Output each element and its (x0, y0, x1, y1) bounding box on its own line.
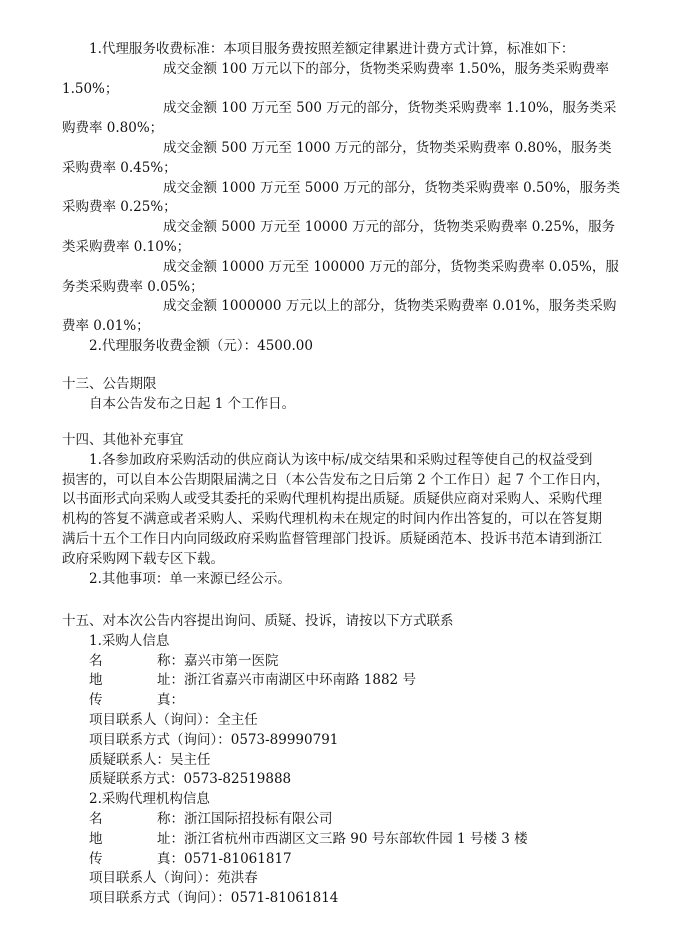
section-14-line: 1.各参加政府采购活动的供应商认为该中标/成交结果和采购过程等使自己的权益受到 (89, 451, 593, 468)
label: 真： (157, 850, 184, 867)
fee-tier-line: 成交金额 100 万元以下的部分，货物类采购费率 1.50%，服务类采购费率 (163, 60, 610, 77)
fee-tier-line: 1.50%； (62, 80, 119, 97)
fee-amount: 2.代理服务收费金额（元）：4500.00 (89, 337, 313, 354)
value: 0571-81061817 (184, 850, 292, 867)
agency-heading: 2.采购代理机构信息 (89, 791, 210, 808)
fee-tier-line: 成交金额 1000000 万元以上的部分，货物类采购费率 0.01%，服务类采购 (163, 298, 617, 315)
label: 传 (89, 692, 103, 709)
label: 称： (157, 652, 184, 669)
section-15 (62, 612, 622, 909)
section-13-title: 十三、公告期限 (62, 376, 157, 392)
fee-tier-line: 采购费率 0.25%； (62, 199, 177, 216)
buyer-contact: 项目联系人（询问）：全主任 (89, 711, 258, 728)
buyer-query-contact: 质疑联系人：吴主任 (89, 751, 211, 768)
fee-tier-line: 费率 0.01%； (62, 318, 150, 335)
label: 地 (89, 830, 103, 847)
fee-tier-line: 类采购费率 0.10%； (62, 238, 191, 255)
agency-phone: 项目联系方式（询问）：0571-81061814 (89, 890, 339, 907)
fee-tier-line: 成交金额 1000 万元至 5000 万元的部分，货物类采购费率 0.50%，服务类 (163, 179, 621, 196)
section-14-title: 十四、其他补充事宜 (62, 432, 184, 448)
agency-fax (62, 850, 622, 870)
section-13 (62, 375, 622, 415)
section-13-text: 自本公告发布之日起 1 个工作日。 (89, 395, 296, 412)
fee-section (62, 40, 622, 357)
agency-name (62, 810, 622, 830)
buyer-name (62, 652, 622, 672)
section-14-line: 满后十五个工作日内向同级政府采购监督管理部门投诉。质疑函范本、投诉书范本请到浙江 (62, 530, 602, 547)
value: 嘉兴市第一医院 (184, 652, 279, 669)
label: 地 (89, 672, 103, 689)
agency-address (62, 830, 622, 850)
fee-tier-line: 购费率 0.80%； (62, 120, 164, 137)
buyer-query-phone: 质疑联系方式：0573-82519888 (89, 771, 292, 788)
fee-tier-line: 成交金额 10000 万元至 100000 万元的部分，货物类采购费率 0.05%，服 (163, 258, 619, 275)
section-15-title: 十五、对本次公告内容提出询问、质疑、投诉，请按以下方式联系 (62, 613, 454, 629)
buyer-heading: 1.采购人信息 (89, 632, 170, 649)
fee-tier-line: 采购费率 0.45%； (62, 159, 177, 176)
fee-tier-line: 成交金额 5000 万元至 10000 万元的部分，货物类采购费率 0.25%，服务 (163, 219, 616, 236)
label: 址： (157, 672, 184, 689)
label: 址： (157, 830, 184, 847)
fee-tiers (62, 60, 622, 337)
label: 称： (157, 810, 184, 827)
section-14-line: 损害的，可以自本公告期限届满之日（本公告发布之日后第 2 个工作日）起 7 个工作日内， (62, 471, 610, 488)
buyer-fax (62, 691, 622, 711)
section-14-other: 2.其他事项：单一来源已经公示。 (89, 570, 291, 587)
label: 名 (89, 652, 103, 669)
buyer-phone: 项目联系方式（询问）：0573-89990791 (89, 731, 339, 748)
label: 传 (89, 850, 103, 867)
value: 浙江省杭州市西湖区文三路 90 号东部软件园 1 号楼 3 楼 (184, 830, 528, 847)
agency-contact: 项目联系人（询问）：苑洪春 (89, 870, 258, 887)
buyer-address (62, 671, 622, 691)
fee-tier-line: 成交金额 500 万元至 1000 万元的部分，货物类采购费率 0.80%，服务类 (163, 139, 612, 156)
section-14-line: 政府采购网下载专区下载。 (62, 550, 224, 567)
label: 名 (89, 810, 103, 827)
fee-standard: 1.代理服务收费标准：本项目服务费按照差额定律累进计费方式计算，标准如下： (89, 41, 575, 57)
fee-tier-line: 成交金额 100 万元至 500 万元的部分，货物类采购费率 1.10%，服务类采 (163, 100, 617, 117)
fee-tier-line: 务类采购费率 0.05%； (62, 278, 204, 295)
label: 真： (157, 692, 184, 709)
value: 浙江省嘉兴市南湖区中环南路 1882 号 (184, 672, 416, 689)
section-14-line: 以书面形式向采购人或受其委托的采购代理机构提出质疑。质疑供应商对采购人、采购代理 (62, 491, 602, 508)
section-14 (62, 431, 622, 589)
section-14-line: 机构的答复不满意或者采购人、采购代理机构未在规定的时间内作出答复的，可以在答复期 (62, 511, 602, 528)
value: 浙江国际招投标有限公司 (184, 810, 333, 827)
